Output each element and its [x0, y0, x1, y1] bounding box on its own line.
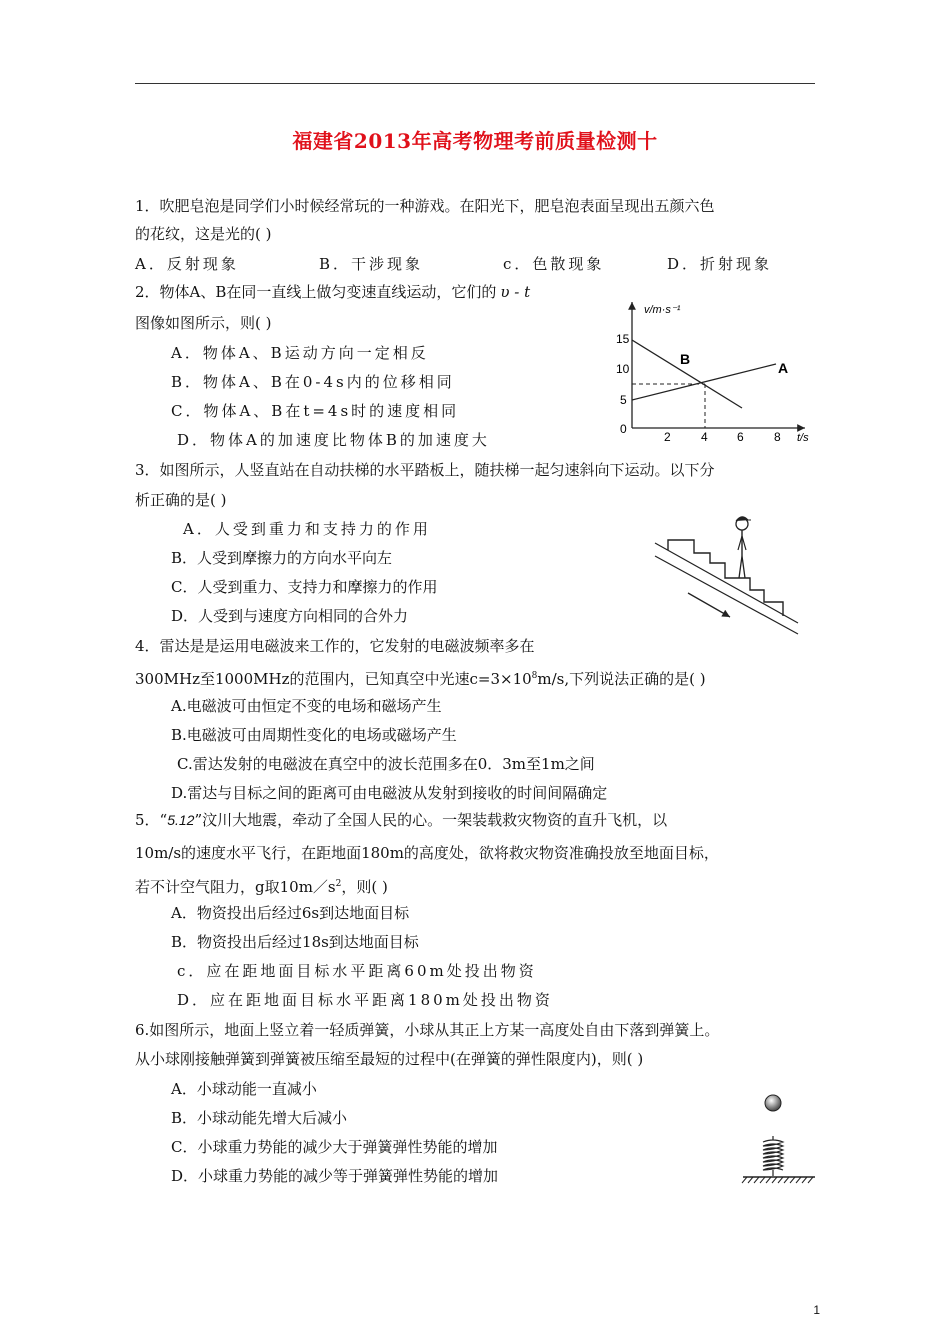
q5-option-d: D．应在距地面目标水平距离180m处投出物资 [177, 991, 553, 1009]
q4-option-d: D.雷达与目标之间的距离可由电磁波从发射到接收的时间间隔确定 [171, 784, 608, 802]
q5-option-a: A．物资投出后经过6s到达地面目标 [171, 904, 410, 922]
page-title: 福建省2013年高考物理考前质量检测十 [292, 129, 658, 153]
graph-label-a: A [778, 360, 789, 376]
q6-stem-line1: 6.如图所示，地面上竖立着一轻质弹簧，小球从其正上方某一高度处自由下落到弹簧上。 [135, 1021, 720, 1039]
q5-option-c: c．应在距地面目标水平距离60m处投出物资 [177, 962, 537, 980]
q5-stem-line2: 10m/s的速度水平飞行，在距地面180m的高度处，欲将救灾物资准确投放至地面目标， [135, 844, 719, 862]
spring-coil [763, 1136, 783, 1176]
q5-exponent: 2 [335, 879, 342, 889]
q6-option-c: C．小球重力势能的减少大于弹簧弹性势能的增加 [171, 1138, 498, 1156]
q6-option-a: A．小球动能一直减小 [171, 1080, 317, 1098]
graph-x-label: t/s [797, 432, 809, 444]
q4-option-a: A.电磁波可由恒定不变的电场和磁场产生 [171, 697, 442, 715]
graph-label-b: B [680, 351, 691, 367]
q2-option-b: B．物体A、B在0-4s内的位移相同 [171, 373, 455, 391]
graph-line-a [632, 364, 776, 400]
escalator-rail-top [655, 543, 798, 623]
q4-stem-line2 [135, 666, 706, 689]
graph-y-tick-10: 10 [616, 362, 630, 376]
motion-arrow [688, 593, 730, 617]
q4-stem-text-a: 300MHz至1000MHz的范围内，已知真空中光速c=3×10 [135, 670, 532, 688]
graph-y-label: v/m·s⁻¹ [644, 304, 681, 316]
q5-date: 5.12 [167, 812, 195, 828]
graph-x-tick-4: 4 [701, 430, 708, 444]
q1-option-d: D．折射现象 [667, 255, 773, 273]
q1-option-c: c．色散现象 [503, 255, 605, 273]
q2-stem-line2: 图像如图所示，则( ) [135, 314, 272, 332]
graph-y-tick-15: 15 [616, 332, 630, 346]
q2-option-c: C．物体A、B在t=4s时的速度相同 [171, 402, 460, 420]
q6-stem-line2: 从小球刚接触弹簧到弹簧被压缩至最短的过程中(在弹簧的弹性限度内)，则( ) [135, 1050, 644, 1068]
q2-vt-symbol: υ - t [500, 283, 531, 301]
vt-graph [600, 296, 820, 446]
q5-option-b: B．物资投出后经过18s到达地面目标 [171, 933, 419, 951]
q5-stem-text-b: ”汶川大地震，牵动了全国人民的心。一架装载救灾物资的直升飞机，以 [194, 811, 668, 829]
graph-y-tick-5: 5 [620, 393, 627, 407]
q1-stem-line2: 的花纹，这是光的( ) [135, 225, 272, 243]
q2-stem-line1 [135, 282, 530, 302]
q5-stem-text-d: ，则( ) [341, 878, 388, 896]
ground-hatching [742, 1177, 813, 1183]
q5-stem-line1 [135, 810, 667, 830]
q1-option-a: A．反射现象 [135, 255, 239, 273]
q4-exponent: 8 [531, 671, 538, 681]
escalator-figure [650, 508, 805, 638]
q5-stem-text-a: 5．“ [135, 811, 168, 829]
q3-option-a: A．人受到重力和支持力的作用 [183, 520, 431, 538]
q6-option-b: B．小球动能先增大后减小 [171, 1109, 348, 1127]
person-cap [736, 517, 751, 521]
q2-stem-text: 2．物体A、B在同一直线上做匀变速直线运动，它们的 [135, 283, 497, 301]
escalator-rail-bottom [655, 556, 798, 634]
q4-stem-text-b: m/s,下列说法正确的是( ) [537, 670, 706, 688]
page-number: 1 [813, 1303, 820, 1317]
graph-x-tick-2: 2 [664, 430, 671, 444]
q2-option-a: A．物体A、B运动方向一定相反 [171, 344, 429, 362]
q6-option-d: D．小球重力势能的减少等于弹簧弹性势能的增加 [171, 1167, 499, 1185]
q5-stem-line3 [135, 874, 388, 897]
q4-stem-line1: 4．雷达是是运用电磁波来工作的，它发射的电磁波频率多在 [135, 637, 535, 655]
graph-x-tick-8: 8 [774, 430, 781, 444]
q3-option-b: B．人受到摩擦力的方向水平向左 [171, 549, 393, 567]
q3-stem-line2: 析正确的是( ) [135, 491, 227, 509]
graph-y-tick-0: 0 [620, 422, 627, 436]
q5-stem-text-c: 若不计空气阻力，g取10m／s [135, 878, 336, 896]
q3-option-c: C．人受到重力、支持力和摩擦力的作用 [171, 578, 438, 596]
q1-stem-line1: 1．吹肥皂泡是同学们小时候经常玩的一种游戏。在阳光下，肥皂泡表面呈现出五颜六色 [135, 197, 715, 215]
spring-figure [735, 1088, 825, 1193]
q3-stem-line1: 3．如图所示，人竖直站在自动扶梯的水平踏板上，随扶梯一起匀速斜向下运动。以下分 [135, 461, 715, 479]
q4-option-b: B.电磁波可由周期性变化的电场或磁场产生 [171, 726, 457, 744]
header-rule [135, 83, 815, 84]
q3-option-d: D．人受到与速度方向相同的合外力 [171, 607, 409, 625]
q4-option-c: C.雷达发射的电磁波在真空中的波长范围多在0．3m至1m之间 [177, 755, 595, 773]
q2-option-d: D．物体A的加速度比物体B的加速度大 [177, 431, 490, 449]
ball [765, 1095, 781, 1111]
person-leg-right [742, 556, 745, 578]
person-leg-left [739, 556, 742, 578]
graph-x-tick-6: 6 [737, 430, 744, 444]
q1-option-b: B．干涉现象 [319, 255, 424, 273]
